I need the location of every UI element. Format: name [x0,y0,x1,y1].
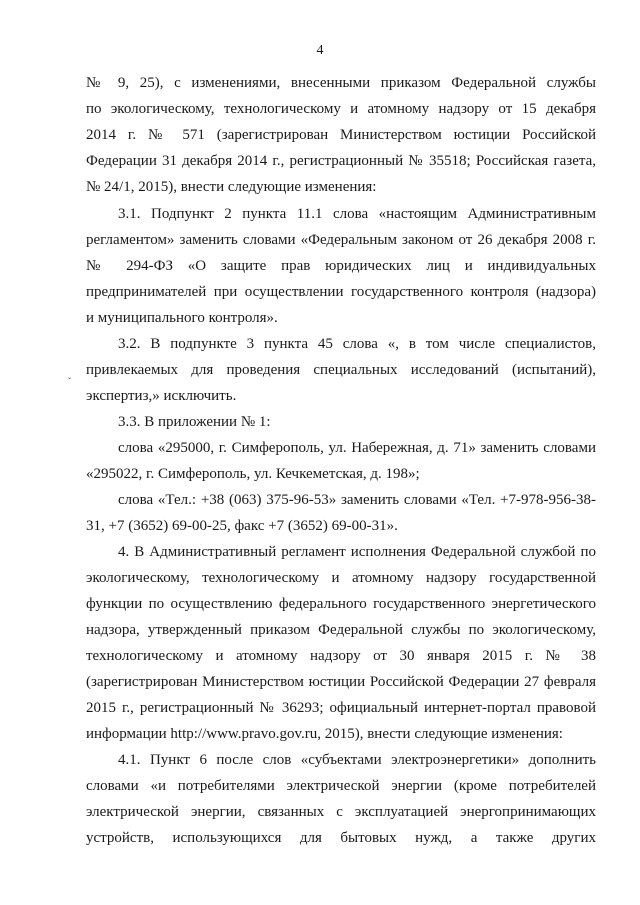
text-line: 4. В Административный регламент исполнения Федеральной службой по [118,544,596,560]
text-line: и муниципального контроля». [86,310,278,326]
text-line: информации http://www.pravo.gov.ru, 2015), внести следующие изменения: [86,726,563,742]
text-line: 31, +7 (3652) 69-00-25, факс +7 (3652) 69-00-31». [86,518,398,534]
text-line: функции по осуществлению федерального государственного энергетического [86,596,596,612]
text-line: Федерации 31 декабря 2014 г., регистрационный № 35518; Российская газета, [86,153,596,169]
text-line: слова «295000, г. Симферополь, ул. Набережная, д. 71» заменить словами [118,440,596,456]
page-number: 4 [316,43,324,58]
text-line: экспертиз,» исключить. [86,388,237,404]
text-line: № 294-ФЗ «О защите прав юридических лиц и индивидуальных [86,258,596,274]
text-line: слова «Тел.: +38 (063) 375-96-53» заменить словами «Тел. +7-978-956-38- [118,492,596,508]
text-line: 3.1. Подпункт 2 пункта 11.1 слова «настоящим Административным [118,206,596,222]
text-line: надзора, утвержденный приказом Федеральной службы по экологическому, [86,622,596,638]
text-line: словами «и потребителями электрической энергии (кроме потребителей [86,778,596,794]
text-line: регламентом» заменить словами «Федеральным законом от 26 декабря 2008 г. [86,232,596,248]
text-line: 3.3. В приложении № 1: [118,414,271,430]
text-line: № 24/1, 2015), внести следующие изменения: [86,179,377,195]
text-line: (зарегистрирован Министерством юстиции Российской Федерации 27 февраля [86,674,596,690]
text-line: экологическому, технологическому и атомному надзору государственной [86,570,596,586]
text-line: электрической энергии, связанных с эксплуатацией энергопринимающих [86,804,596,820]
text-line: предпринимателей при осуществлении государственного контроля (надзора) [86,284,596,300]
text-line: технологическому и атомному надзору от 30 января 2015 г. № 38 [86,648,596,664]
text-line: «295022, г. Симферополь, ул. Кечкеметская, д. 198»; [86,466,420,482]
text-line: устройств, использующихся для бытовых нужд, а также других [86,830,596,846]
text-line: № 9, 25), с изменениями, внесенными приказом Федеральной службы [86,75,596,91]
text-line: 3.2. В подпункте 3 пункта 45 слова «, в том числе специалистов, [118,336,596,352]
text-line: по экологическому, технологическому и атомному надзору от 15 декабря [86,101,596,117]
text-line: 2015 г., регистрационный № 36293; официальный интернет-портал правовой [86,700,596,716]
text-line: 4.1. Пункт 6 после слов «субъектами электроэнергетики» дополнить [118,752,596,768]
text-line: 2014 г. № 571 (зарегистрирован Министерством юстиции Российской [86,127,596,143]
text-line: привлекаемых для проведения специальных исследований (испытаний), [86,362,596,378]
margin-mark: ˇ [68,376,71,386]
